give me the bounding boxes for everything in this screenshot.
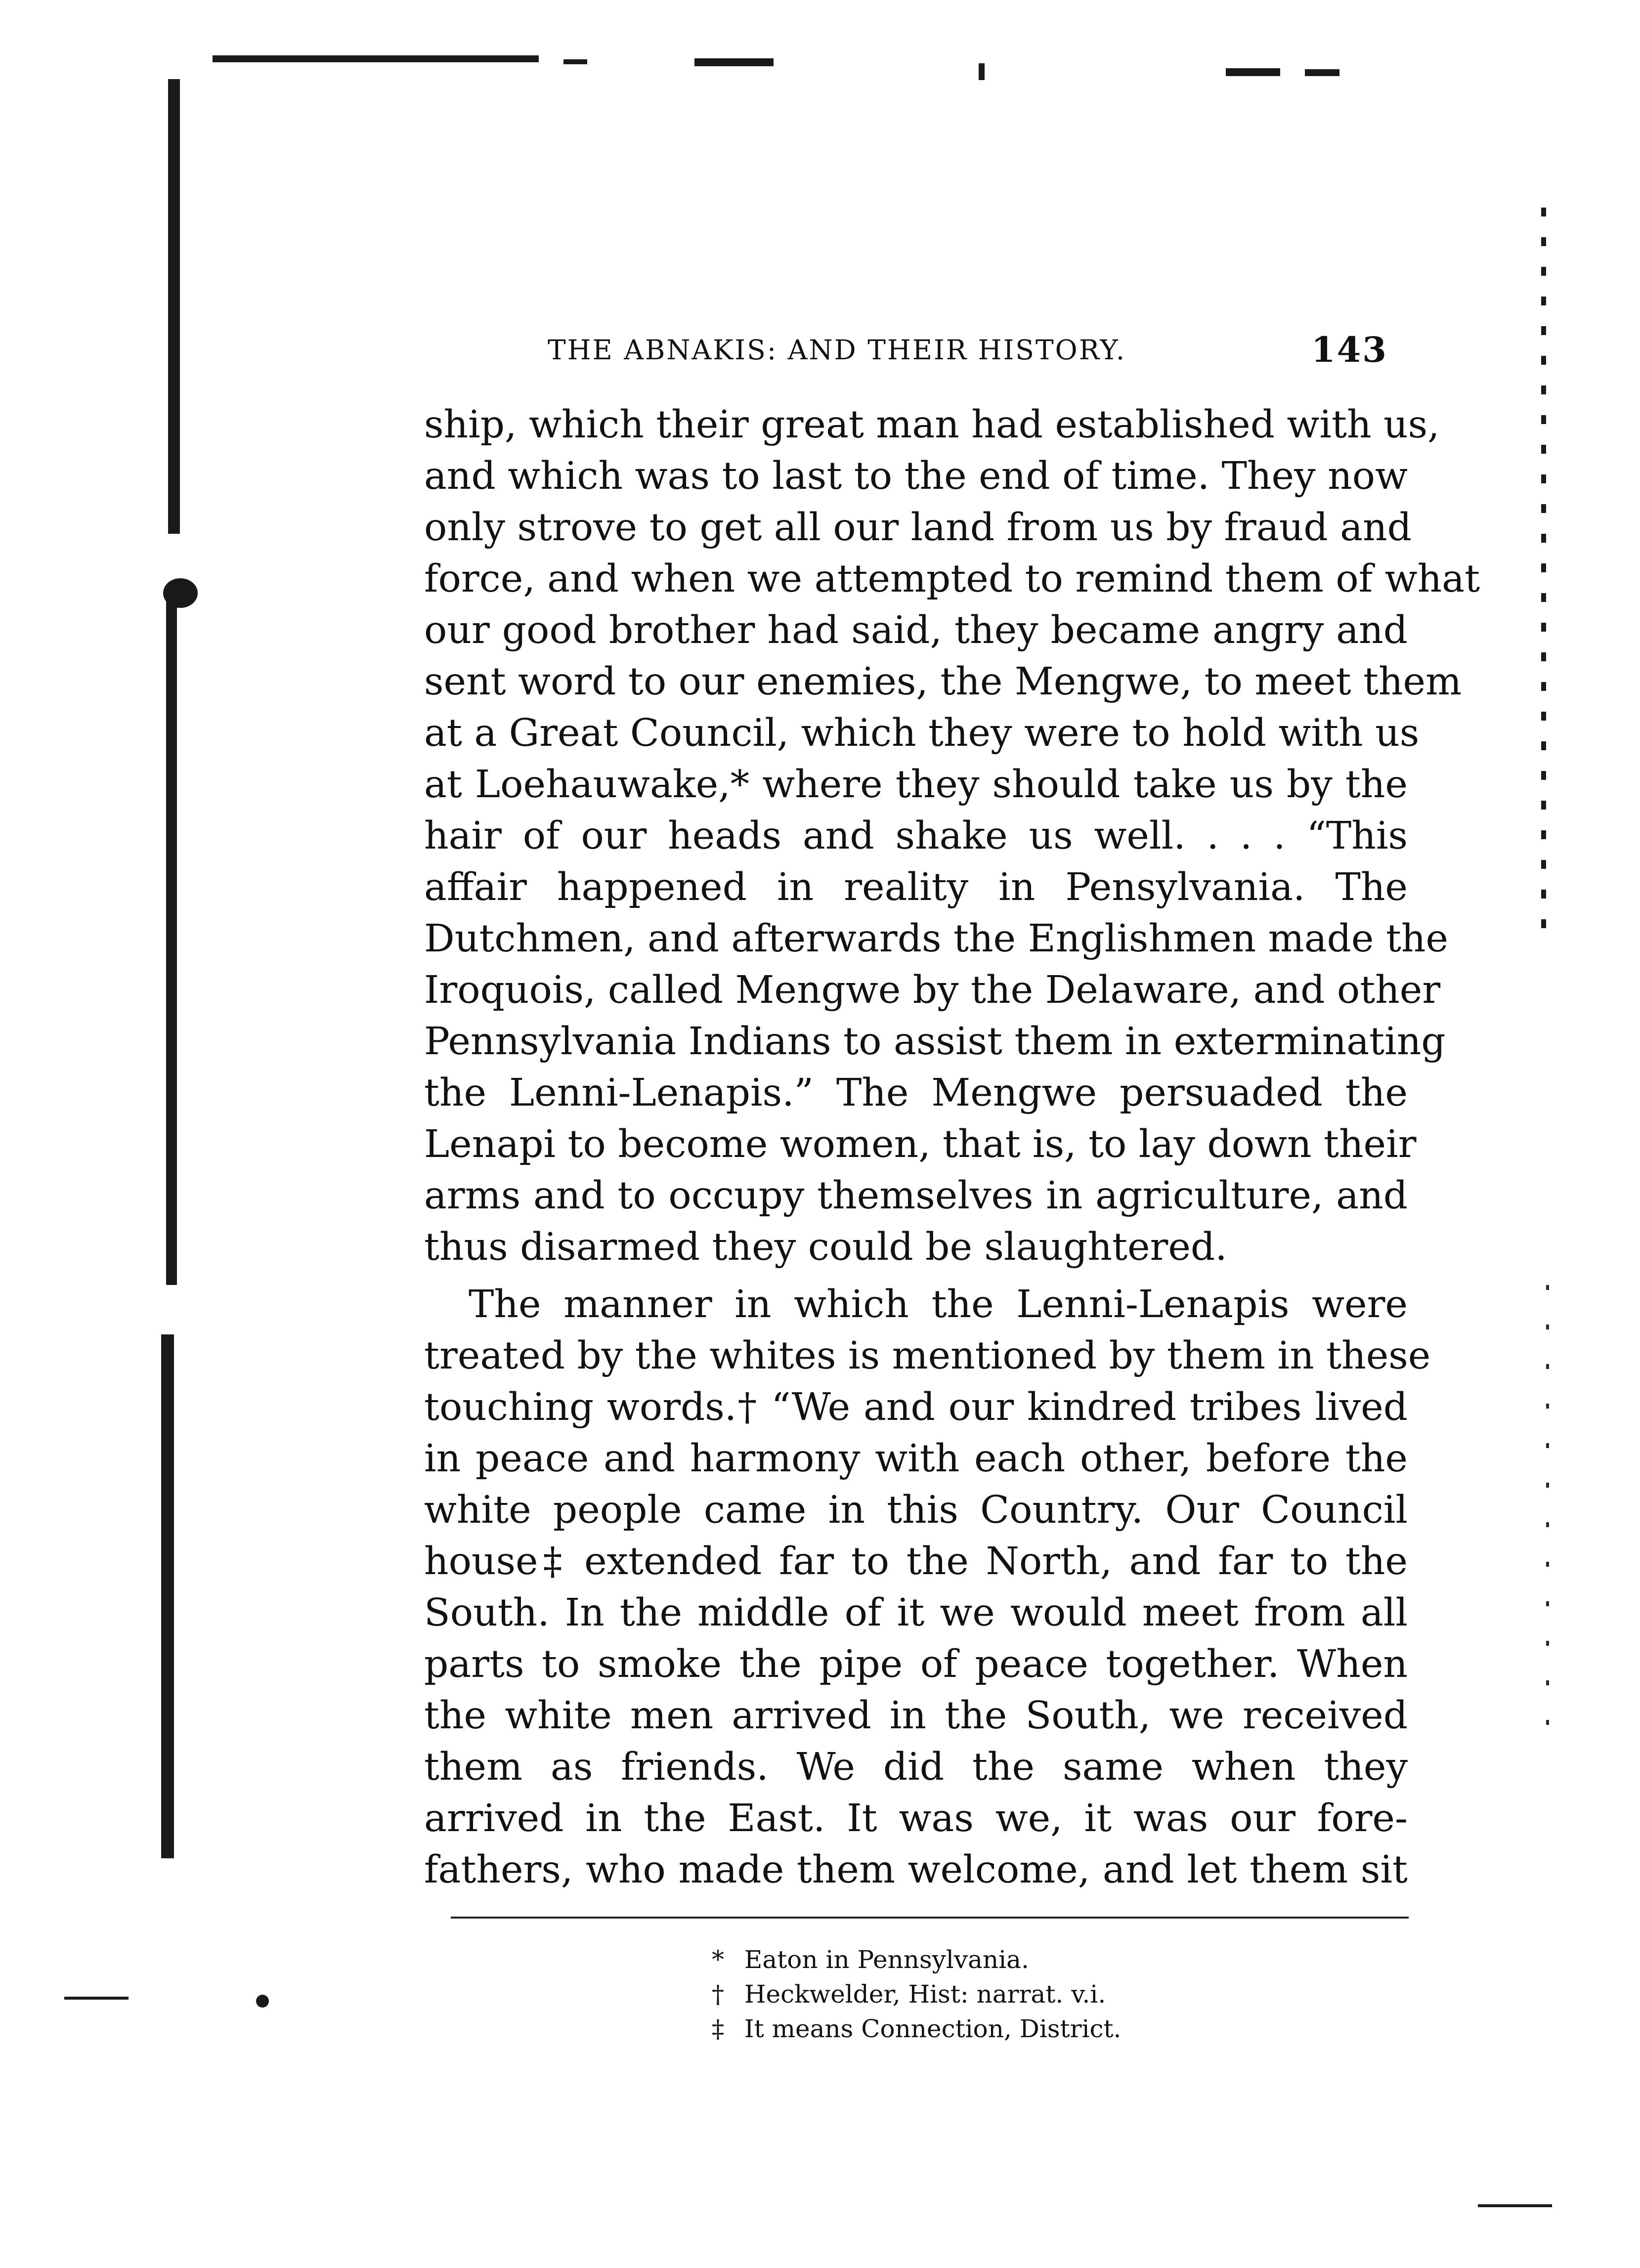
text-line: at Loehauwake,* where they should take us by the xyxy=(424,763,1408,807)
scan-artifact-dot xyxy=(256,1995,269,2008)
text-line: The manner in which the Lenni-Lenapis were xyxy=(469,1283,1408,1327)
text-line: them as friends. We did the same when they xyxy=(424,1745,1408,1789)
scan-artifact-dash xyxy=(1478,2204,1552,2207)
text-line: the white men arrived in the South, we received xyxy=(424,1694,1408,1738)
footnote xyxy=(712,1977,1305,2011)
text-line: affair happened in reality in Pensylvania. The xyxy=(424,865,1408,909)
scan-artifact-top-rule xyxy=(213,55,539,62)
text-line: in peace and harmony with each other, before the xyxy=(424,1437,1408,1481)
paragraph xyxy=(424,1279,1431,1896)
text-line: ship, which their great man had established with us, xyxy=(424,403,1440,447)
body-text xyxy=(424,399,1480,1896)
text-line: Lenapi to become women, that is, to lay down their xyxy=(424,1122,1417,1166)
scan-artifact-binding-edge xyxy=(161,1334,174,1858)
text-line: house‡ extended far to the North, and far to the xyxy=(424,1540,1408,1583)
text-line: treated by the whites is mentioned by them in these xyxy=(424,1334,1431,1378)
text-line: Pennsylvania Indians to assist them in exterminating xyxy=(424,1020,1446,1064)
text-line: Iroquois, called Mengwe by the Delaware, and other xyxy=(424,968,1441,1012)
scan-artifact-top-mark xyxy=(979,63,985,80)
text-line: arrived in the East. It was we, it was our fore- xyxy=(424,1797,1408,1840)
text-line: arms and to occupy themselves in agriculture, and xyxy=(424,1174,1408,1218)
text-line: and which was to last to the end of time. They now xyxy=(424,454,1408,498)
footnote-rule xyxy=(451,1917,1409,1919)
text-line: sent word to our enemies, the Mengwe, to meet them xyxy=(424,660,1462,704)
scan-artifact-binding-edge xyxy=(166,593,177,1285)
scan-artifact-dash xyxy=(64,1997,129,2000)
footnote-text: Heckwelder, Hist: narrat. v.i. xyxy=(744,1980,1106,2009)
footnote-text: It means Connection, District. xyxy=(744,2014,1122,2043)
running-head-title: THE ABNAKIS: AND THEIR HISTORY. xyxy=(548,334,1126,366)
text-line: force, and when we attempted to remind them of what xyxy=(424,557,1480,601)
scan-artifact-binding-edge xyxy=(168,79,180,534)
footnote-mark: * xyxy=(712,1945,724,1974)
text-line: parts to smoke the pipe of peace together. When xyxy=(424,1642,1408,1686)
text-line: only strove to get all our land from us by fraud and xyxy=(424,506,1412,550)
text-line: hair of our heads and shake us well. . . . “This xyxy=(424,814,1408,858)
scan-artifact-top-rule xyxy=(694,58,774,66)
text-line: South. In the middle of it we would meet from all xyxy=(424,1591,1408,1635)
footnote-mark: ‡ xyxy=(712,2014,724,2043)
scan-artifact-right-edge xyxy=(1546,1285,1549,1730)
scan-artifact-top-rule xyxy=(1305,69,1339,76)
footnote-text: Eaton in Pennsylvania. xyxy=(744,1945,1029,1974)
text-line: thus disarmed they could be slaughtered. xyxy=(424,1225,1227,1269)
text-line: at a Great Council, which they were to hold with us xyxy=(424,711,1420,755)
footnote-mark: † xyxy=(712,1980,724,2009)
text-line: fathers, who made them welcome, and let them sit xyxy=(424,1848,1408,1892)
text-line: our good brother had said, they became angry and xyxy=(424,608,1408,652)
paragraph-gap xyxy=(424,1273,1408,1279)
text-line: touching words.† “We and our kindred tribes lived xyxy=(424,1385,1408,1429)
scan-artifact-top-rule xyxy=(1226,68,1280,76)
scan-artifact-top-rule xyxy=(563,59,587,64)
footnotes xyxy=(712,1942,1305,2046)
text-line: white people came in this Country. Our Council xyxy=(424,1488,1408,1532)
footnote xyxy=(712,1942,1305,1977)
paragraph xyxy=(424,399,1480,1273)
page-number: 143 xyxy=(1311,329,1388,370)
text-line: the Lenni-Lenapis.” The Mengwe persuaded the xyxy=(424,1071,1408,1115)
running-head xyxy=(548,330,1388,370)
text-line: Dutchmen, and afterwards the Englishmen made the xyxy=(424,917,1449,961)
scan-artifact-right-edge xyxy=(1541,208,1546,949)
footnote xyxy=(712,2011,1305,2046)
